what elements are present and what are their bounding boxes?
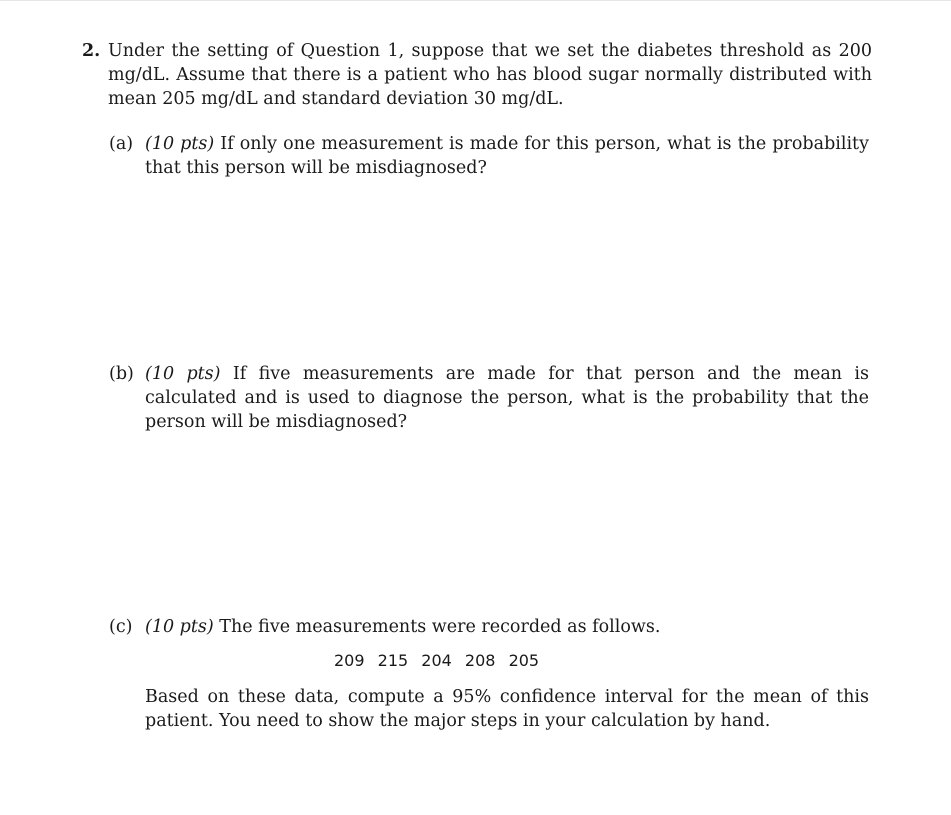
part-c-points: (10 pts): [145, 617, 214, 637]
part-c-text: The five measurements were recorded as follows.: [219, 617, 661, 637]
part-b: [109, 362, 869, 434]
measurement-value: 209: [334, 651, 365, 670]
question-stem: [82, 39, 872, 111]
measurement-value: 205: [508, 651, 540, 670]
part-a-text: If only one measurement is made for this person, what is the probability that this person will be misdiagnosed?: [145, 134, 869, 178]
part-b-points: (10 pts): [145, 364, 221, 384]
measurement-value: 204: [421, 651, 452, 670]
part-c: [109, 615, 869, 639]
question-2: [82, 39, 872, 111]
part-b-text: If five measurements are made for that person and the mean is calculated and is used to diagnose the person, what is the probability that the person will be misdiagnosed?: [145, 364, 869, 432]
part-a-label: (a): [109, 134, 134, 154]
part-a-points: (10 pts): [145, 134, 215, 154]
measurement-data: [0, 651, 951, 670]
part-c-label: (c): [109, 617, 133, 637]
part-c-followup: [109, 685, 869, 733]
measurement-value: 208: [464, 651, 496, 670]
question-number: 2.: [82, 41, 101, 61]
part-c-followup-text: Based on these data, compute a 95% confidence interval for the mean of this patient. You need to show the major steps in your calculation by hand.: [145, 687, 869, 731]
question-text: Under the setting of Question 1, suppose that we set the diabetes threshold as 200 mg/dL. Assume that there is a patient who has blood sugar normally distributed with mean 205 mg/dL and standard deviation 30 mg/dL.: [108, 41, 872, 109]
part-b-label: (b): [109, 364, 134, 384]
measurement-value: 215: [377, 651, 409, 670]
part-a: [109, 132, 869, 180]
